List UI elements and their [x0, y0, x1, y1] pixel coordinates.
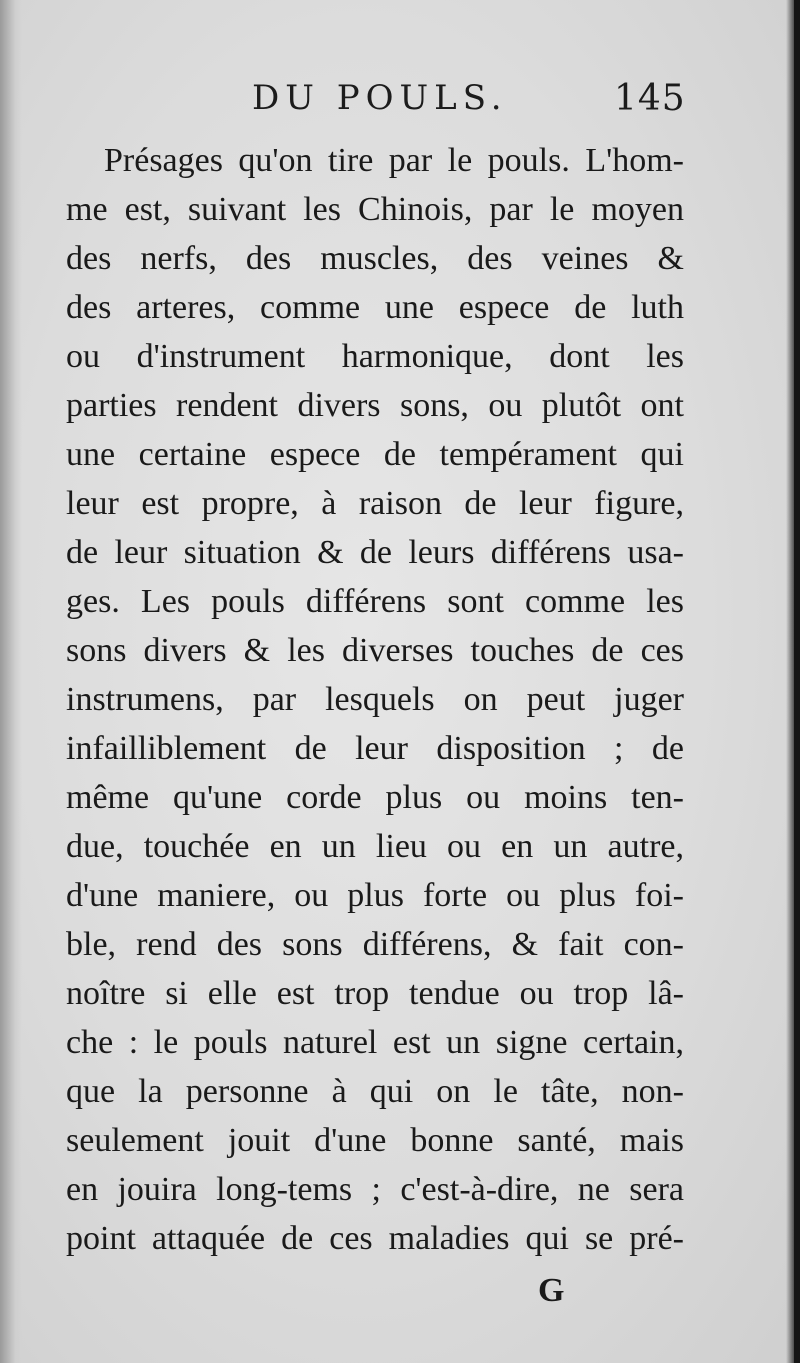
text-line: que la personne à qui on le tâte, non- [66, 1073, 684, 1110]
text-line: ges. Les pouls différens sont comme les [66, 583, 684, 620]
text-line: des nerfs, des muscles, des veines & [66, 240, 684, 277]
page-gutter-shadow [0, 0, 22, 1363]
signature-mark: G [538, 1272, 565, 1309]
text-line: ble, rend des sons différens, & fait con- [66, 926, 684, 963]
text-line: de leur situation & de leurs différens usa- [66, 534, 684, 571]
text-line: due, touchée en un lieu ou en un autre, [66, 828, 684, 865]
text-line: une certaine espece de tempérament qui [66, 436, 684, 473]
text-line: seulement jouit d'une bonne santé, mais [66, 1122, 684, 1159]
text-line: me est, suivant les Chinois, par le moyen [66, 191, 684, 228]
page-number: 145 [614, 78, 686, 119]
text-line: Présages qu'on tire par le pouls. L'hom- [104, 142, 684, 179]
text-line: sons divers & les diverses touches de ces [66, 632, 684, 669]
text-line: d'une maniere, ou plus forte ou plus foi- [66, 877, 684, 914]
text-line: même qu'une corde plus ou moins ten- [66, 779, 684, 816]
text-line: des arteres, comme une espece de luth [66, 289, 684, 326]
page-edge-border [794, 0, 800, 1363]
text-line: instrumens, par lesquels on peut juger [66, 681, 684, 718]
text-line: ou d'instrument harmonique, dont les [66, 338, 684, 375]
page-header [0, 78, 800, 128]
body-text [66, 136, 684, 1263]
running-head: DU POULS. [252, 78, 508, 118]
text-line: infailliblement de leur disposition ; de [66, 730, 684, 767]
text-line: en jouira long-tems ; c'est-à-dire, ne sera [66, 1171, 684, 1208]
text-line: che : le pouls naturel est un signe certain, [66, 1024, 684, 1061]
text-line: leur est propre, à raison de leur figure, [66, 485, 684, 522]
text-line: parties rendent divers sons, ou plutôt ont [66, 387, 684, 424]
text-line: point attaquée de ces maladies qui se pré- [66, 1220, 684, 1257]
text-line: noître si elle est trop tendue ou trop lâ- [66, 975, 684, 1012]
